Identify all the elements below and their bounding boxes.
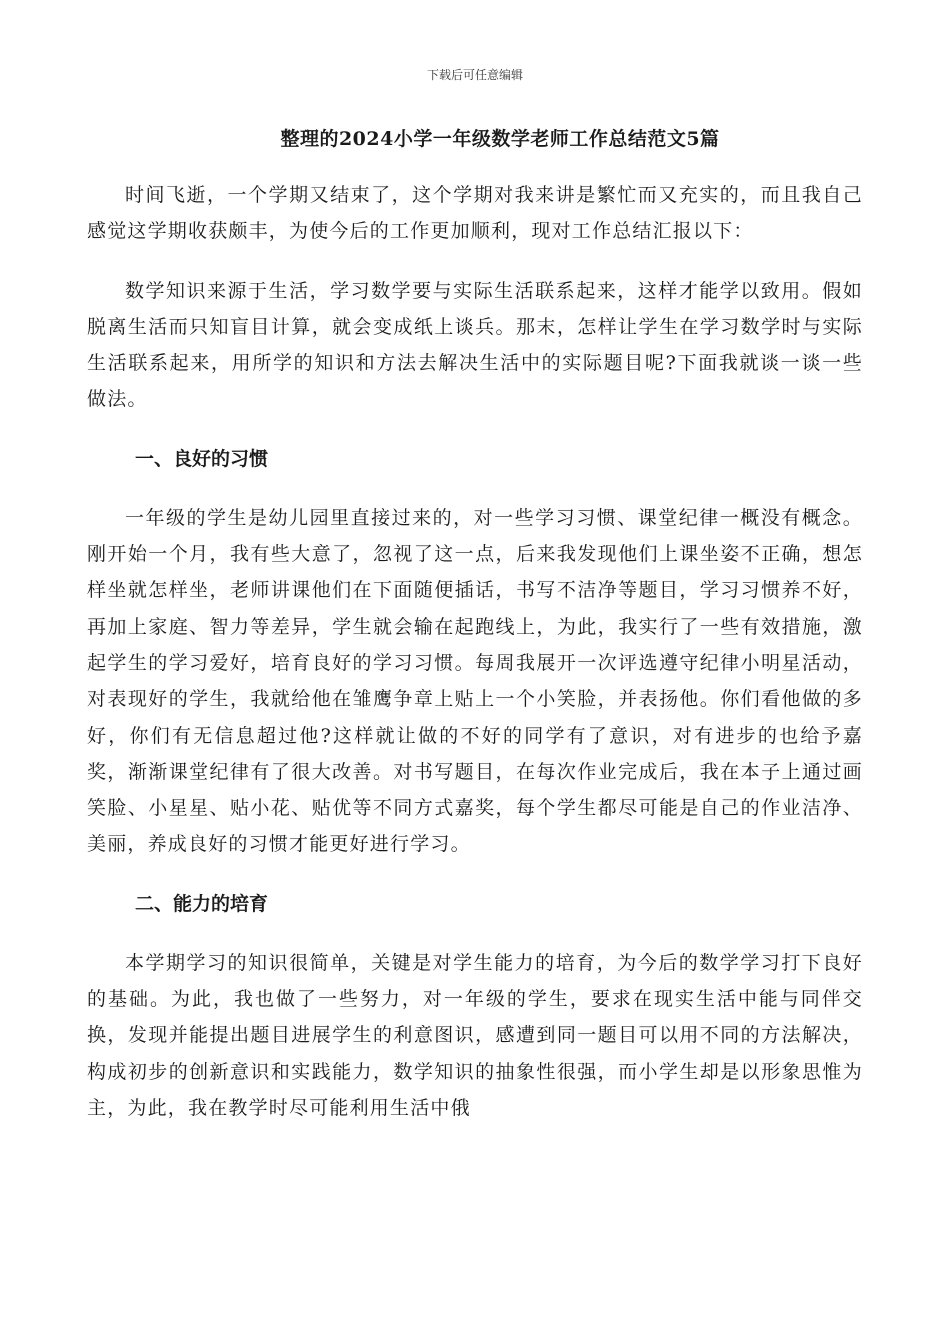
document-body bbox=[87, 177, 863, 1149]
paragraph-intro: 时间飞逝，一个学期又结束了，这个学期对我来讲是繁忙而又充实的，而且我自己感觉这学期收获颇丰，为使今后的工作更加顺利，现对工作总结汇报以下： bbox=[87, 184, 863, 243]
document-title: 整理的2024小学一年级数学老师工作总结范文5篇 bbox=[280, 128, 720, 150]
paragraph-habits: 一年级的学生是幼儿园里直接过来的，对一些学习习惯、课堂纪律一概没有概念。刚开始一个月，我有些大意了，忽视了这一点，后来我发现他们上课坐姿不正确，想怎样坐就怎样坐，老师讲课他们在下面随便插话，书写不洁净等题目，学习习惯养不好，再加上家庭、智力等差异，学生就会输在起跑线上，为此，我实行了一些有效措施，激起学生的学习爱好，培育良好的学习习惯。每周我展开一次评选遵守纪律小明星活动，对表现好的学生，我就给他在雏鹰争章上贴上一个小笑脸，并表扬他。你们看他做的多好，你们有无信息超过他?这样就让做的不好的同学有了意识，对有进步的也给予嘉奖，渐渐课堂纪律有了很大改善。对书写题目，在每次作业完成后，我在本子上通过画笑脸、小星星、贴小花、贴优等不同方式嘉奖，每个学生都尽可能是自己的作业洁净、美丽，养成良好的习惯才能更好进行学习。 bbox=[87, 506, 863, 856]
section-heading-ability: 二、能力的培育 bbox=[135, 892, 269, 915]
paragraph-overview: 数学知识来源于生活，学习数学要与实际生活联系起来，这样才能学以致用。假如脱离生活而只知盲目计算，就会变成纸上谈兵。那末，怎样让学生在学习数学时与实际生活联系起来，用所学的知识和方法去解决生活中的实际题目呢?下面我就谈一谈一些做法。 bbox=[87, 279, 863, 411]
header-note: 下载后可任意编辑 bbox=[426, 68, 523, 82]
section-heading-habits: 一、良好的习惯 bbox=[135, 447, 269, 470]
paragraph-ability: 本学期学习的知识很简单，关键是对学生能力的培育，为今后的数学学习打下良好的基础。为此，我也做了一些努力，对一年级的学生，要求在现实生活中能与同伴交换，发现并能提出题目进展学生的利意图识，感遭到同一题目可以用不同的方法解决，构成初步的创新意识和实践能力，数学知识的抽象性很强，而小学生却是以形象思惟为主，为此，我在教学时尽可能利用生活中俄 bbox=[87, 951, 863, 1119]
